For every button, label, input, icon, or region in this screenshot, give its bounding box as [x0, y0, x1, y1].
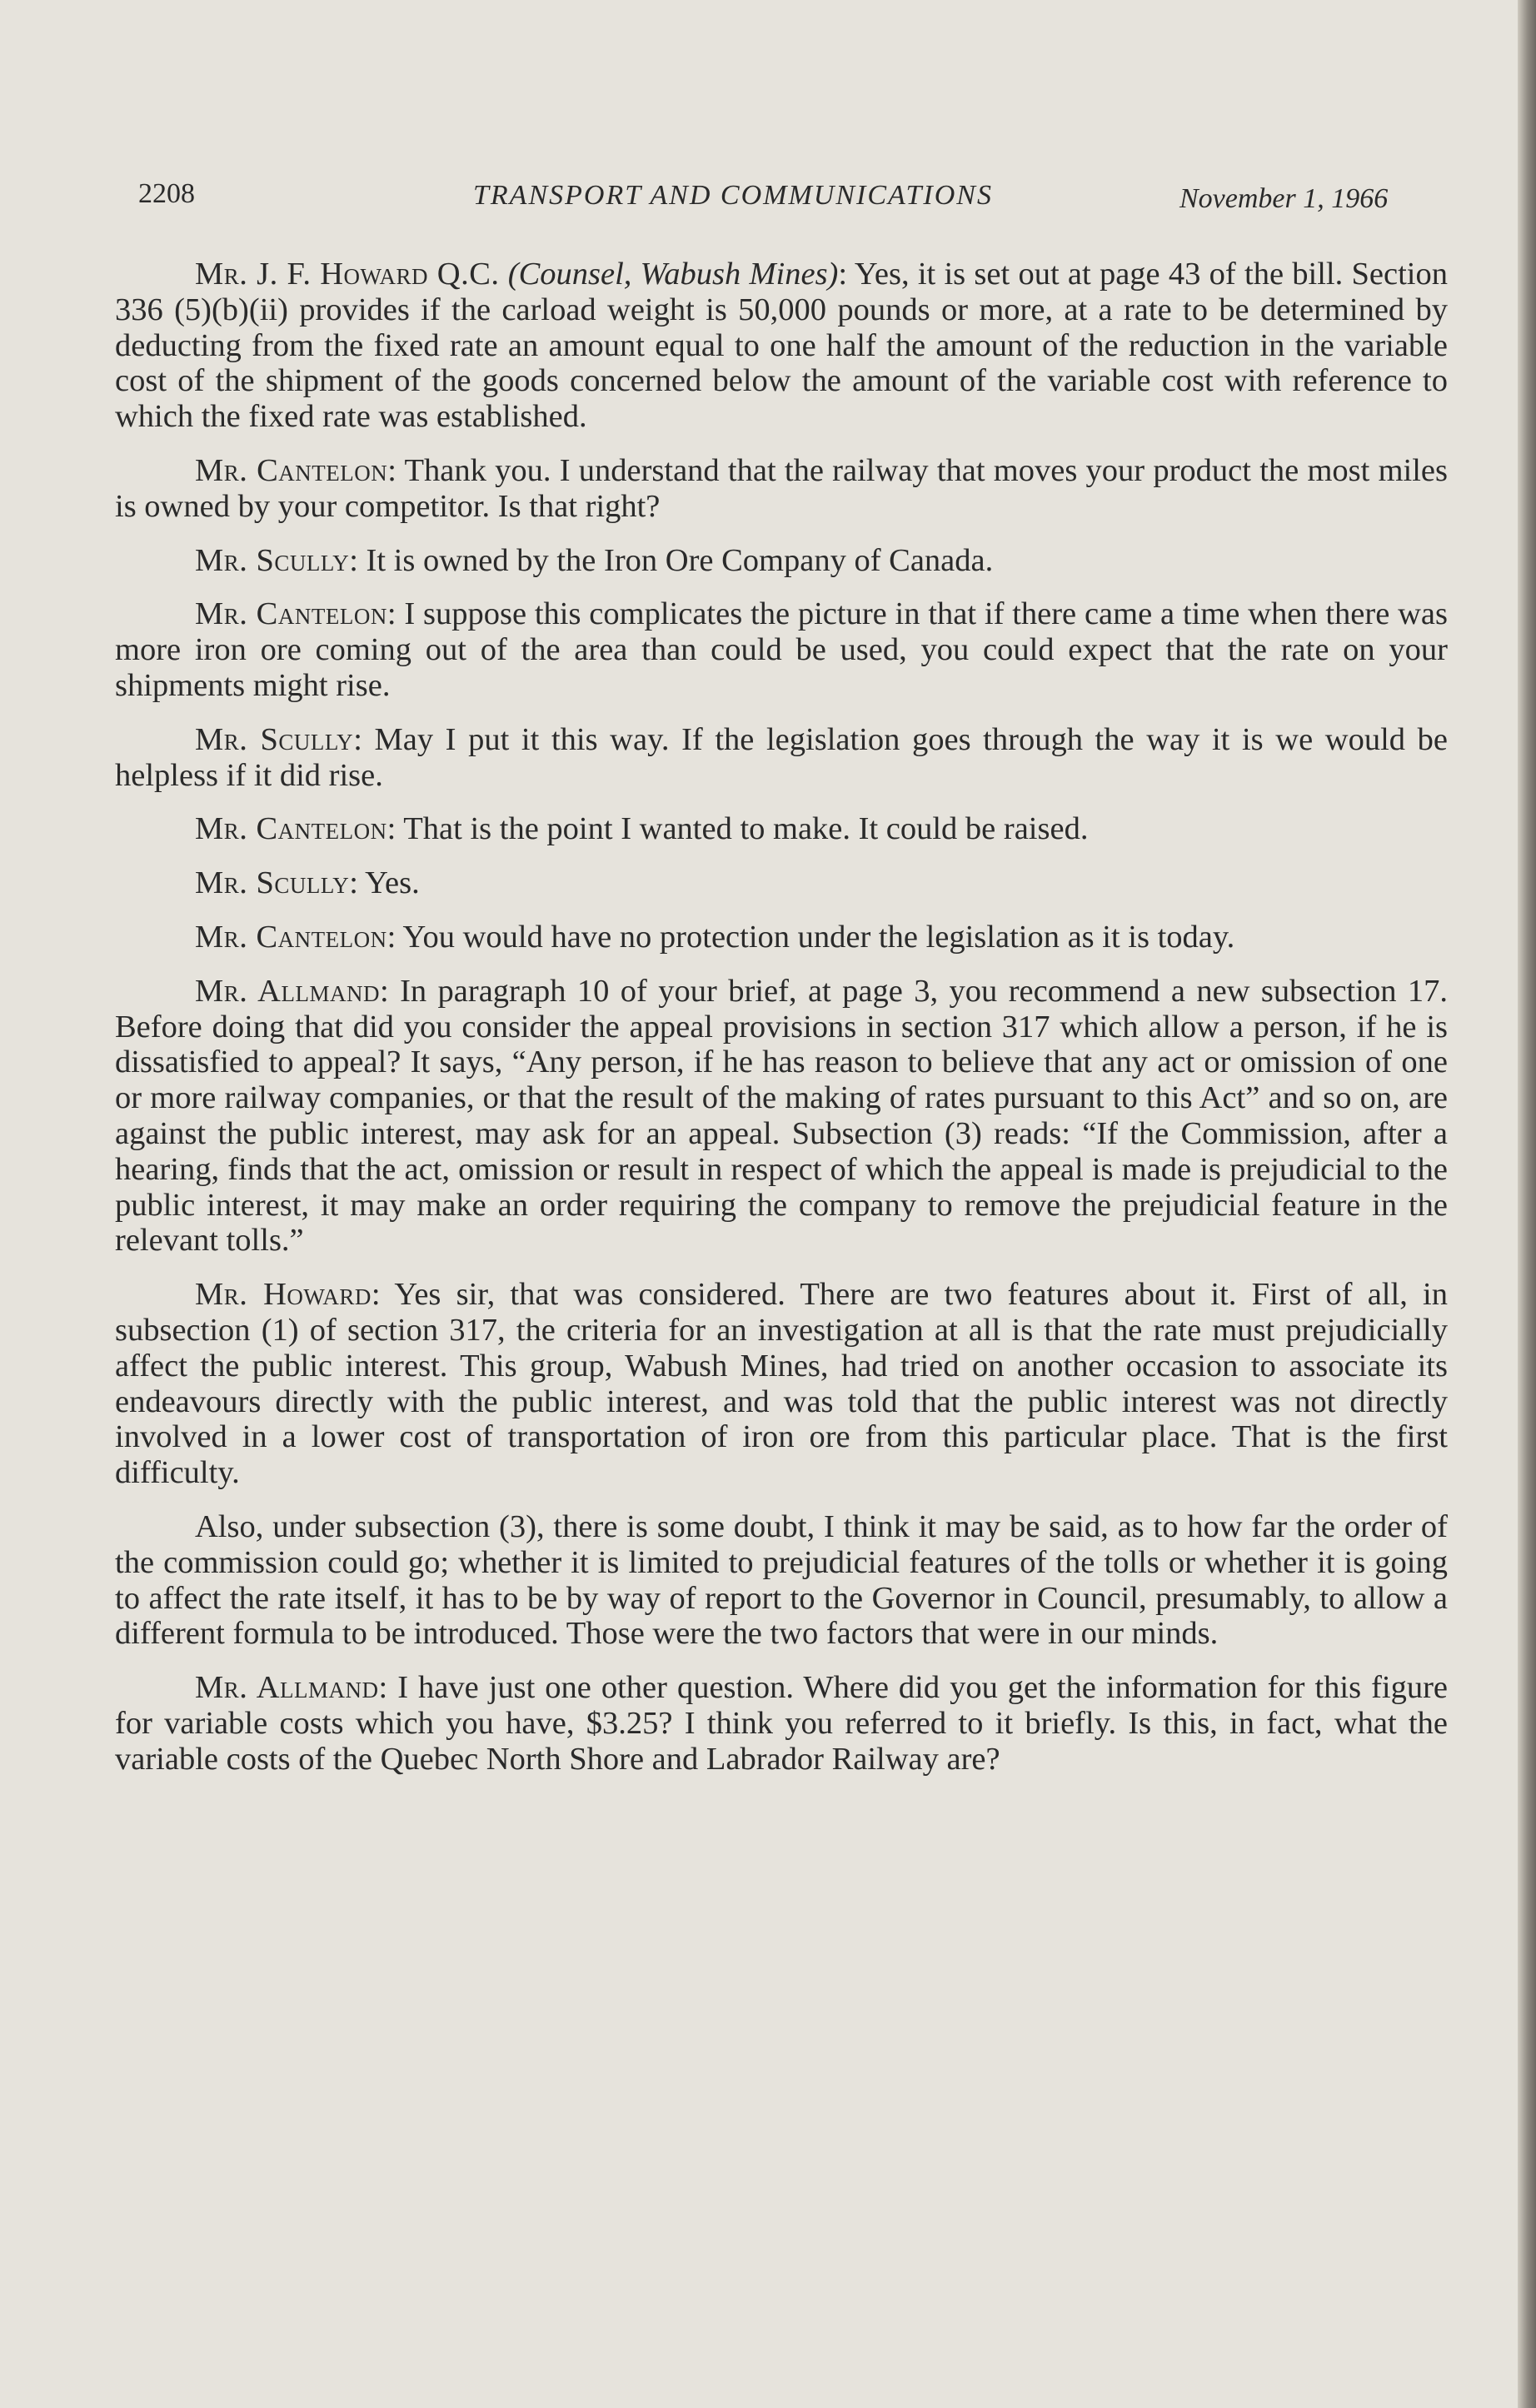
transcript-paragraph	[115, 865, 1448, 901]
speaker-name: Mr. Scully	[195, 721, 354, 757]
speaker-name: Mr. Allmand	[195, 973, 380, 1009]
paragraph-text: : I suppose this complicates the picture in that if there came a time when there was more iron ore coming out of the area than could be used, you could expect that the rate on your shipments might rise.	[115, 596, 1448, 703]
speaker-name: Mr. Cantelon	[195, 596, 387, 632]
transcript-paragraph	[115, 453, 1448, 525]
paragraph-text: : In paragraph 10 of your brief, at page 3, you recommend a new subsection 17. Before doing that did you consider the appeal provisions in section 317 which allow a person, if he is dissatisfied to appeal? It says, “Any person, if he has reason to believe that any act or omission of one or more railway companies, or that the result of the making of rates pursuant to this Act” and so on, are against the public interest, may ask for an appeal. Subsection (3) reads: “If the Commission, after a hearing, finds that the act, omission or result in respect of which the appeal is made is prejudicial to the public interest, it may make an order requiring the company to remove the prejudicial feature in the relevant tolls.”	[115, 973, 1448, 1259]
paragraph-text: : Yes sir, that was considered. There are two features about it. First of all, in subsection (1) of section 317, the criteria for an investigation at all is that the rate must prejudicially affect the public interest. This group, Wabush Mines, had tried on another occasion to associate its endeavours directly with the public interest, and was told that the public interest was not directly involved in a lower cost of transportation of iron ore from this particular place. That is the first difficulty.	[115, 1277, 1448, 1491]
speaker-name: Mr. Scully	[195, 865, 350, 901]
paragraph-text: : Yes.	[349, 865, 420, 901]
document-page	[115, 175, 1448, 1795]
transcript-paragraph	[115, 974, 1448, 1259]
page-header	[115, 175, 1448, 225]
speaker-affiliation: (Counsel, Wabush Mines)	[507, 257, 839, 292]
transcript-paragraph	[115, 1277, 1448, 1491]
paragraph-text: : You would have no protection under the legislation as it is today.	[386, 919, 1235, 955]
transcript-paragraph	[115, 1670, 1448, 1777]
paragraph-text: : That is the point I wanted to make. It could be raised.	[386, 811, 1089, 847]
transcript-paragraph	[115, 596, 1448, 703]
paragraph-text: : Thank you. I understand that the railway that moves your product the most miles is owned by your competitor. Is that right?	[115, 452, 1448, 524]
page-edge-shadow	[1518, 0, 1536, 2408]
speaker-name: Mr. Scully	[195, 542, 350, 578]
paragraph-text: : I have just one other question. Where did you get the information for this figure for variable costs which you have, $3.25? I think you referred to it briefly. Is this, in fact, what the variable costs of the Quebec North Shore and Labrador Railway are?	[115, 1670, 1448, 1777]
paragraph-text: : Yes, it is set out at page 43 of the bill. Section 336 (5)(b)(ii) provides if the carload weight is 50,000 pounds or more, at a rate to be determined by deducting from the fixed rate an amount equal to one half the amount of the reduction in the variable cost of the shipment of the goods concerned below the amount of the variable cost with reference to which the fixed rate was established.	[115, 257, 1449, 435]
running-title: TRANSPORT AND COMMUNICATIONS	[473, 180, 993, 211]
transcript-paragraph	[115, 543, 1448, 579]
transcript-paragraph	[115, 257, 1448, 435]
speaker-name: Mr. Cantelon	[195, 452, 388, 488]
page-number: 2208	[138, 178, 195, 209]
paragraph-text: : It is owned by the Iron Ore Company of Canada.	[349, 542, 994, 578]
paragraph-text: Also, under subsection (3), there is some doubt, I think it may be said, as to how far the order of the commission could go; whether it is limited to prejudicial features of the tolls or whether it is going to affect the rate itself, it has to be by way of report to the Governor in Council, presumably, to allow a different formula to be introduced. Those were the two factors that were in our minds.	[115, 1508, 1448, 1652]
speaker-name: Mr. Cantelon	[195, 811, 387, 847]
speaker-name: Mr. Howard	[195, 1277, 372, 1313]
speaker-name: Mr. Cantelon	[195, 919, 387, 955]
speaker-name: Mr. Allmand	[195, 1670, 379, 1706]
transcript-paragraph	[115, 811, 1448, 847]
header-date: November 1, 1966	[1179, 183, 1389, 214]
transcript-paragraph	[115, 920, 1448, 955]
transcript-paragraph	[115, 1509, 1448, 1652]
transcript-body	[115, 257, 1448, 1777]
speaker-name: Mr. J. F. Howard Q.C.	[195, 257, 500, 292]
paragraph-text: : May I put it this way. If the legislation goes through the way it is we would be helpless if it did rise.	[115, 721, 1448, 793]
transcript-paragraph	[115, 722, 1448, 794]
